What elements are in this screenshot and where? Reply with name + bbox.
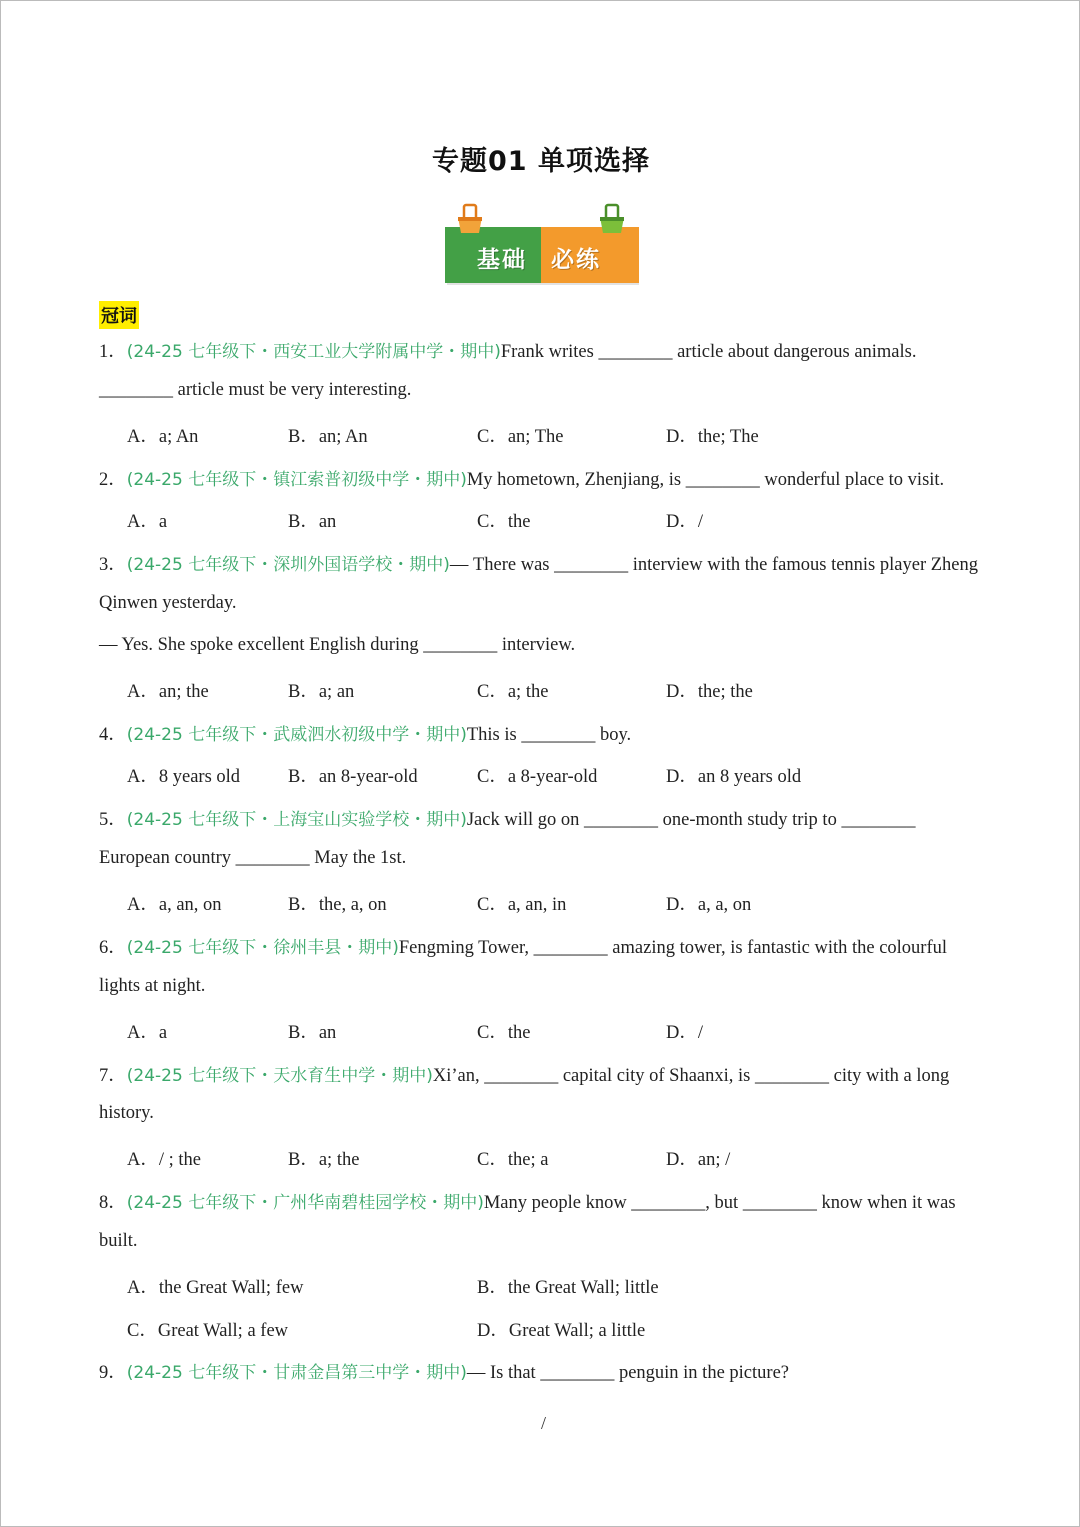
question-line: 5．(24-25 七年级下・上海宝山实验学校・期中)Jack will go on ________ one-month study trip to ________ xyxy=(99,810,916,830)
question-source: (24-25 七年级下・徐州丰县・期中) xyxy=(126,938,399,958)
question-source: (24-25 七年级下・西安工业大学附属中学・期中) xyxy=(126,342,501,362)
answer-option: D．Great Wall; a little xyxy=(477,1321,646,1341)
question-line: Qinwen yesterday. xyxy=(99,593,237,613)
answer-option: B．the Great Wall; little xyxy=(477,1278,659,1298)
answer-option: C．the; a xyxy=(477,1150,549,1170)
answer-option: D．/ xyxy=(666,1023,704,1043)
answer-option: A．an; the xyxy=(127,682,209,702)
answer-option: A．a xyxy=(127,512,168,532)
question-line: 8．(24-25 七年级下・广州华南碧桂园学校・期中)Many people know ________, but ________ know when it was xyxy=(99,1193,956,1213)
answer-option: C．the xyxy=(477,1023,531,1043)
answer-option: A．a; An xyxy=(127,427,199,447)
section-label: 冠词 xyxy=(99,301,139,329)
question-source: (24-25 七年级下・广州华南碧桂园学校・期中) xyxy=(126,1193,484,1213)
answer-option: B．an xyxy=(288,1023,337,1043)
answer-option: D．an; / xyxy=(666,1150,731,1170)
answer-option: C．a 8-year-old xyxy=(477,767,598,787)
question-source: (24-25 七年级下・深圳外国语学校・期中) xyxy=(126,555,450,575)
question-source: (24-25 七年级下・上海宝山实验学校・期中) xyxy=(126,810,467,830)
question-line: — Yes. She spoke excellent English during ________ interview. xyxy=(99,635,576,655)
answer-option: D．the; the xyxy=(666,682,753,702)
badge-left-text: 基础 xyxy=(477,247,527,273)
answer-option: B．the, a, on xyxy=(288,895,387,915)
answer-option: B．an 8-year-old xyxy=(288,767,418,787)
answer-option: A．a, an, on xyxy=(127,895,222,915)
answer-option: B．a; the xyxy=(288,1150,360,1170)
answer-option: B．a; an xyxy=(288,682,355,702)
question-line: ________ article must be very interesting. xyxy=(99,380,412,400)
answer-option: A．the Great Wall; few xyxy=(127,1278,304,1298)
question-line: 7．(24-25 七年级下・天水育生中学・期中)Xi’an, ________ capital city of Shaanxi, is ________ city with a long xyxy=(99,1066,950,1086)
answer-option: C．a, an, in xyxy=(477,895,567,915)
answer-option: D．/ xyxy=(666,512,704,532)
question-line: 4．(24-25 七年级下・武威泗水初级中学・期中)This is ________ boy. xyxy=(99,725,632,745)
answer-option: D．the; The xyxy=(666,427,759,447)
question-source: (24-25 七年级下・镇江索普初级中学・期中) xyxy=(126,470,467,490)
question-line: European country ________ May the 1st. xyxy=(99,848,407,868)
question-line: 9．(24-25 七年级下・甘肃金昌第三中学・期中)— Is that ________ penguin in the picture? xyxy=(99,1363,789,1383)
question-line: 1．(24-25 七年级下・西安工业大学附属中学・期中)Frank writes ________ article about dangerous animals. xyxy=(99,342,917,362)
answer-option: A．a xyxy=(127,1023,168,1043)
question-line: 2．(24-25 七年级下・镇江索普初级中学・期中)My hometown, Zhenjiang, is ________ wonderful place to visit. xyxy=(99,470,945,490)
question-line: lights at night. xyxy=(99,976,206,996)
question-source: (24-25 七年级下・武威泗水初级中学・期中) xyxy=(126,725,467,745)
answer-option: C．the xyxy=(477,512,531,532)
binder-clip-icon xyxy=(455,203,485,237)
answer-option: C．a; the xyxy=(477,682,549,702)
basics-badge xyxy=(445,203,639,283)
question-line: 3．(24-25 七年级下・深圳外国语学校・期中)— There was ________ interview with the famous tennis player Zheng xyxy=(99,555,978,575)
answer-option: B．an; An xyxy=(288,427,368,447)
answer-option: A．8 years old xyxy=(127,767,241,787)
answer-option: D．a, a, on xyxy=(666,895,752,915)
answer-option: B．an xyxy=(288,512,337,532)
question-source: (24-25 七年级下・天水育生中学・期中) xyxy=(126,1066,433,1086)
page-number: / xyxy=(541,1413,547,1433)
question-line: history. xyxy=(99,1103,154,1123)
binder-clip-icon xyxy=(597,203,627,237)
question-line: 6．(24-25 七年级下・徐州丰县・期中)Fengming Tower, ________ amazing tower, is fantastic with the colourful xyxy=(99,938,948,958)
question-source: (24-25 七年级下・甘肃金昌第三中学・期中) xyxy=(126,1363,467,1383)
answer-option: D．an 8 years old xyxy=(666,767,802,787)
question-line: built. xyxy=(99,1231,138,1251)
answer-option: C．Great Wall; a few xyxy=(127,1321,289,1341)
page-title: 专题01 单项选择 xyxy=(432,146,650,177)
answer-option: C．an; The xyxy=(477,427,564,447)
badge-right-text: 必练 xyxy=(551,247,601,273)
answer-option: A．/ ; the xyxy=(127,1150,201,1170)
